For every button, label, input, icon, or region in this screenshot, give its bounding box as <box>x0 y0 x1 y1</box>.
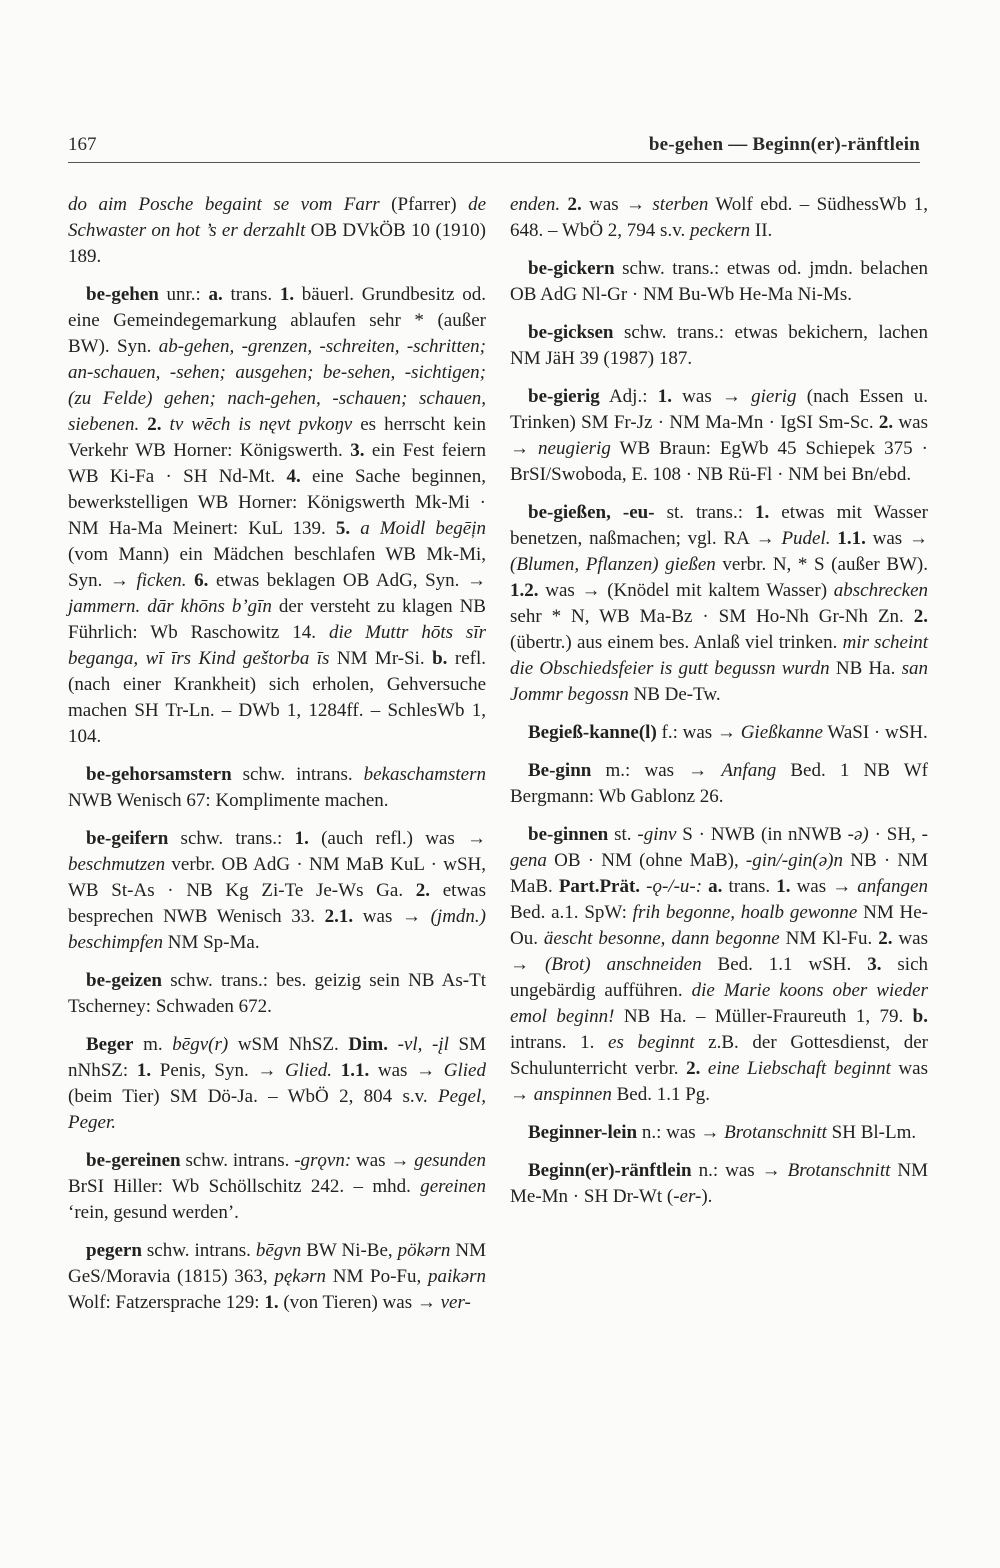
headword-bold: 1. <box>755 502 770 523</box>
body-text: NM Kl-Fu. <box>779 928 879 949</box>
entry-be-ginnen <box>510 822 928 1108</box>
headword-bold: 2. <box>567 194 582 215</box>
body-text <box>162 414 170 435</box>
body-text: der versteht zu klagen NB Führlich: Wb Raschowitz 14. <box>68 596 486 643</box>
italic-text: Glied. <box>285 1060 333 1081</box>
headword-bold: be-geifern <box>86 828 169 849</box>
italic-text: Brotanschnitt <box>787 1160 891 1181</box>
italic-text: tv wēch is nęvt pvkoŋv <box>169 414 353 435</box>
body-text: NM Mr-Si. <box>329 648 433 669</box>
headword-bold: Beger <box>86 1034 134 1055</box>
entry-be-gehen <box>68 282 486 750</box>
body-text: was → <box>671 386 752 407</box>
italic-text: frih begonne, hoalb gewonne <box>632 902 858 923</box>
continuation-verenden <box>510 192 928 244</box>
headword-bold: 2. <box>878 412 894 433</box>
headword-bold: 1. <box>279 284 295 305</box>
italic-text: enden. <box>510 194 561 215</box>
body-text: OB · NM (ohne MaB), <box>546 850 746 871</box>
headword-bold: Dim. <box>348 1034 388 1055</box>
italic-text: äescht besonne, dann begonne <box>543 928 780 949</box>
headword-bold: Beginn(er)-ränftlein <box>528 1160 692 1181</box>
body-text: was → <box>510 1058 928 1105</box>
body-text: NWB Wenisch 67: Komplimente machen. <box>68 790 389 811</box>
italic-text: do aim Posche begaint se vom Farr <box>68 194 380 215</box>
entry-beginner-lein <box>510 1120 928 1146</box>
entry-be-gicksen <box>510 320 928 372</box>
italic-text: paikərn <box>427 1266 486 1287</box>
entry-beger <box>68 1032 486 1136</box>
body-text: m. <box>133 1034 173 1055</box>
body-text <box>700 1058 708 1079</box>
body-text: NB Ha. – Müller-Fraureuth 1, 79. <box>614 1006 913 1027</box>
entry-be-geifern <box>68 826 486 956</box>
body-text: schw. trans.: etwas od. jmdn. belachen OB AdG Nl-Gr · NM Bu-Wb He-Ma Ni-Ms. <box>510 258 928 305</box>
headword-bold: 6. <box>194 570 209 591</box>
body-text: BW Ni-Be, <box>301 1240 398 1261</box>
body-text: (beim Tier) SM Dö-Ja. – WbÖ 2, 804 s.v. <box>68 1086 438 1107</box>
entry-be-gereinen <box>68 1148 486 1226</box>
body-text: m.: was → <box>591 760 722 781</box>
headword-bold: be-gierig <box>528 386 600 407</box>
body-text: NM GeS/Moravia (1815) 363, <box>68 1240 486 1287</box>
headword-bold: 3. <box>867 954 882 975</box>
italic-text: Pudel. <box>781 528 831 549</box>
body-text: unr.: <box>158 284 209 305</box>
headword-bold: be-gehen <box>86 284 159 305</box>
entry-be-giessen <box>510 500 928 708</box>
body-text: NM Me-Mn · SH Dr-Wt ( <box>510 1160 928 1207</box>
italic-text: -gin/-gin(ə)n <box>745 850 843 871</box>
headword-bold: 2.1. <box>324 906 354 927</box>
body-text: etwas beklagen OB AdG, Syn. → <box>208 570 486 591</box>
body-text <box>187 570 195 591</box>
italic-text: pökərn <box>397 1240 451 1261</box>
body-text: schw. intrans. <box>231 764 364 785</box>
italic-text: gereinen <box>420 1176 486 1197</box>
body-text: NB · NM MaB. <box>510 850 928 897</box>
body-text: Wolf ebd. – SüdhessWb 1, 648. – WbÖ 2, 794 s.v. <box>510 194 928 241</box>
italic-text: ficken. <box>136 570 187 591</box>
body-text: schw. trans.: etwas bekichern, lachen NM JäH 39 (1987) 187. <box>510 322 928 369</box>
left-column <box>68 192 486 1328</box>
headword-bold: a. <box>208 284 223 305</box>
body-text: was → (Knödel mit kaltem Wasser) <box>538 580 834 601</box>
body-text: was → <box>865 528 928 549</box>
headword-bold: Be-ginn <box>528 760 592 781</box>
body-text: (von Tieren) was → <box>278 1292 441 1313</box>
right-column <box>510 192 928 1222</box>
italic-text: Pegel, Peger. <box>68 1086 486 1133</box>
italic-text: (Brot) anschneiden <box>544 954 702 975</box>
italic-text: ver- <box>440 1292 471 1313</box>
headword-bold: Part.Prät. <box>558 876 641 897</box>
body-text: was → <box>351 1150 415 1171</box>
body-text <box>560 194 567 215</box>
italic-text: -ginv <box>637 824 677 845</box>
headword-bold: 2. <box>878 928 893 949</box>
italic-text: bēgv(r) <box>172 1034 229 1055</box>
body-text: (Pfarrer) <box>379 194 469 215</box>
body-text: (auch refl.) was → <box>308 828 486 849</box>
body-text: NB De-Tw. <box>628 684 721 705</box>
italic-text: Glied <box>443 1060 486 1081</box>
body-text: n.: was → <box>691 1160 788 1181</box>
headword-bold: pegern <box>86 1240 142 1261</box>
body-text: ). <box>701 1186 713 1207</box>
body-text: wSM NhSZ. <box>228 1034 349 1055</box>
headword-bold: a. <box>708 876 723 897</box>
headword-bold: 1. <box>657 386 672 407</box>
body-text: OB DVkÖB 10 (1910) 189. <box>68 220 486 267</box>
entry-be-geizen <box>68 968 486 1020</box>
body-text: schw. intrans. <box>180 1150 295 1171</box>
body-text: etwas mit Wasser benetzen, naßmachen; vgl. RA → <box>510 502 928 549</box>
body-text: Bed. 1 NB Wf Bergmann: Wb Gablonz 26. <box>510 760 928 807</box>
body-text: schw. trans.: bes. geizig sein NB As-Tt Tscherney: Schwaden 672. <box>68 970 486 1017</box>
body-text: was → <box>510 928 928 975</box>
italic-text: Brotanschnitt <box>724 1122 827 1143</box>
headword-bold: 1.1. <box>837 528 866 549</box>
headword-bold: 2. <box>913 606 928 627</box>
entry-be-gickern <box>510 256 928 308</box>
headword-bold: 3. <box>350 440 365 461</box>
body-text: (übertr.) aus einem bes. Anlaß viel trinken. <box>510 632 843 653</box>
body-text: Bed. 1.1 wSH. <box>701 954 868 975</box>
body-text: BrSI Hiller: Wb Schöllschitz 242. – mhd. <box>68 1176 421 1197</box>
italic-text: (jmdn.) beschimpfen <box>68 906 486 953</box>
entry-pegern <box>68 1238 486 1316</box>
headword-bold: be-gehorsamstern <box>86 764 232 785</box>
headword-bold: 5. <box>335 518 351 539</box>
page-header <box>68 134 920 156</box>
italic-text: gesunden <box>414 1150 486 1171</box>
body-text: was → <box>353 906 431 927</box>
body-text <box>388 1034 398 1055</box>
italic-text: peckern <box>689 220 751 241</box>
headword-bold: 2. <box>415 880 431 901</box>
body-text: st. <box>608 824 638 845</box>
headword-bold: be-gießen, -eu- <box>528 502 655 523</box>
headword-bold: be-gickern <box>528 258 615 279</box>
italic-text: mir scheint die Obschiedsfeier is gutt begussn wurdn <box>510 632 928 679</box>
italic-text: gierig <box>751 386 797 407</box>
body-text: verbr. OB AdG · NM MaB KuL · wSH, WB St-As · NB Kg Zi-Te Je-Ws Ga. <box>68 854 486 901</box>
italic-text: eine Liebschaft beginnt <box>707 1058 891 1079</box>
body-text: Adj.: <box>599 386 658 407</box>
italic-text: beschmutzen <box>68 854 166 875</box>
headword-bold: 4. <box>286 466 301 487</box>
body-text: sehr * N, WB Ma-Bz · SM Ho-Nh Gr-Nh Zn. <box>510 606 914 627</box>
headword-bold: 1.1. <box>340 1060 370 1081</box>
body-text: SM nNhSZ: <box>68 1034 486 1081</box>
italic-text: Gießkanne <box>740 722 823 743</box>
italic-text: de Schwaster on hot ’s er derzahlt <box>68 194 487 241</box>
body-text: II. <box>750 220 773 241</box>
body-text: (nach Essen u. Trinken) SM Fr-Jz · NM Ma-Mn · IgSI Sm-Sc. <box>510 386 928 433</box>
italic-text: (Blumen, Pflanzen) gießen <box>510 554 716 575</box>
italic-text: die Marie koons ober wieder emol beginn! <box>510 980 929 1027</box>
body-text <box>350 518 360 539</box>
italic-text: san Jommr begossn <box>510 658 928 705</box>
body-text: trans. <box>222 284 280 305</box>
headword-bold: 1.2. <box>510 580 539 601</box>
body-text: verbr. N, * S (außer BW). <box>715 554 928 575</box>
body-text: schw. trans.: <box>168 828 295 849</box>
body-text: sich ungebärdig aufführen. <box>510 954 928 1001</box>
body-text: es herrscht kein Verkehr WB Horner: Königswerth. <box>68 414 487 461</box>
headword-bold: be-gicksen <box>528 322 614 343</box>
body-text: (vom Mann) ein Mädchen beschlafen WB Mk-Mi, Syn. → <box>68 544 486 591</box>
entry-beginn-er-raenftlein <box>510 1158 928 1210</box>
headword-bold: 1. <box>776 876 791 897</box>
headword-bold: 1. <box>294 828 309 849</box>
body-text: n.: was → <box>637 1122 725 1143</box>
body-text: was → <box>369 1060 444 1081</box>
italic-text: -vl, -įl <box>397 1034 449 1055</box>
body-text: etwas besprechen NWB Wenisch 33. <box>68 880 486 927</box>
body-text: z.B. der Gottesdienst, der Schulunterricht verbr. <box>510 1032 928 1079</box>
body-text: bäuerl. Grundbesitz od. eine Gemeindegemarkung ablaufen sehr * (außer BW). Syn. <box>68 284 487 357</box>
italic-text: -gena <box>510 824 928 871</box>
body-text: f.: was → <box>656 722 741 743</box>
body-text: ein Fest feiern WB Ki-Fa · SH Nd-Mt. <box>68 440 486 487</box>
italic-text: -ǫ-/-u-: <box>646 876 703 897</box>
italic-text: pękərn <box>274 1266 327 1287</box>
header-rule <box>68 162 920 163</box>
italic-text: es beginnt <box>608 1032 695 1053</box>
entry-be-gierig <box>510 384 928 488</box>
body-text: ‘rein, gesund werden’. <box>68 1202 239 1223</box>
body-text: S · NWB (in nNWB <box>676 824 848 845</box>
body-text: eine Sache beginnen, bewerkstelligen WB Horner: Königswerth Mk-Mi · NM Ha-Ma Meinert: KuL 139. <box>68 466 486 539</box>
headword-bold: Begieß-kanne(l) <box>528 722 657 743</box>
body-text: was → <box>581 194 653 215</box>
headword-bold: 1. <box>264 1292 279 1313</box>
body-text: trans. <box>722 876 777 897</box>
body-text: st. trans.: <box>654 502 756 523</box>
body-text: · SH, <box>868 824 922 845</box>
headword-bold: 2. <box>686 1058 701 1079</box>
headword-bold: be-gereinen <box>86 1150 181 1171</box>
italic-text: -ə) <box>847 824 869 845</box>
headword-bold: 2. <box>147 414 162 435</box>
italic-text: anspinnen <box>533 1084 612 1105</box>
italic-text: abschrecken <box>833 580 928 601</box>
italic-text: -er- <box>673 1186 702 1207</box>
italic-text: bekaschamstern <box>363 764 486 785</box>
italic-text: sterben <box>652 194 709 215</box>
body-text: Penis, Syn. → <box>151 1060 286 1081</box>
italic-text: bēgvn <box>255 1240 302 1261</box>
italic-text: jammern. dār khōns b’gīn <box>68 596 272 617</box>
body-text: NM Po-Fu, <box>326 1266 428 1287</box>
headword-bold: be-geizen <box>86 970 162 991</box>
body-text: NM He-Ou. <box>510 902 928 949</box>
body-text: NB Ha. <box>829 658 902 679</box>
body-text: SH Bl-Lm. <box>826 1122 917 1143</box>
entry-begiess-kanne <box>510 720 928 746</box>
italic-text: die Muttr hōts sīr beganga, wī īrs Kind geštorba īs <box>68 622 487 669</box>
body-text: schw. intrans. <box>141 1240 256 1261</box>
body-text: was → <box>510 412 928 459</box>
body-text: Bed. 1.1 Pg. <box>611 1084 711 1105</box>
italic-text: neugierig <box>538 438 611 459</box>
headword-bold: b. <box>432 648 448 669</box>
body-text: WB Braun: EgWb 45 Schiepek 375 · BrSI/Swoboda, E. 108 · NB Rü-Fl · NM bei Bn/ebd. <box>510 438 928 485</box>
body-text: Wolf: Fatzersprache 129: <box>68 1292 265 1313</box>
headword-bold: Beginner-lein <box>528 1122 638 1143</box>
page-number: 167 <box>68 134 97 155</box>
italic-text: -grǫvn: <box>294 1150 352 1171</box>
headword-bold: b. <box>912 1006 928 1027</box>
italic-text: ab-gehen, -grenzen, -schreiten, -schritten; an-schauen, -sehen; ausgehen; be-sehen, -sichtigen; (zu Felde) gehen; nach-gehen, -schauen; schauen, siebenen. <box>68 336 486 435</box>
italic-text: anfangen <box>857 876 928 897</box>
body-text: NM Sp-Ma. <box>162 932 260 953</box>
entry-be-gehorsamstern <box>68 762 486 814</box>
headword-bold: 1. <box>136 1060 152 1081</box>
italic-text: a Moidl begē̦in <box>360 518 486 539</box>
body-text: Bed. a.1. SpW: <box>510 902 633 923</box>
entry-be-ginn <box>510 758 928 810</box>
headword-bold: be-ginnen <box>528 824 609 845</box>
body-text: refl. (nach einer Krankheit) sich erholen, Gehversuche machen SH Tr-Ln. – DWb 1, 1284ff. – SchlesWb 1, 104. <box>68 648 486 747</box>
body-text <box>332 1060 341 1081</box>
body-text: WaSI · wSH. <box>823 722 928 743</box>
body-text: intrans. 1. <box>510 1032 609 1053</box>
continuation-dvkob <box>68 192 486 270</box>
body-text: was → <box>790 876 858 897</box>
running-title: be-gehen — Beginn(er)-ränftlein <box>648 134 920 155</box>
italic-text: Anfang <box>721 760 777 781</box>
